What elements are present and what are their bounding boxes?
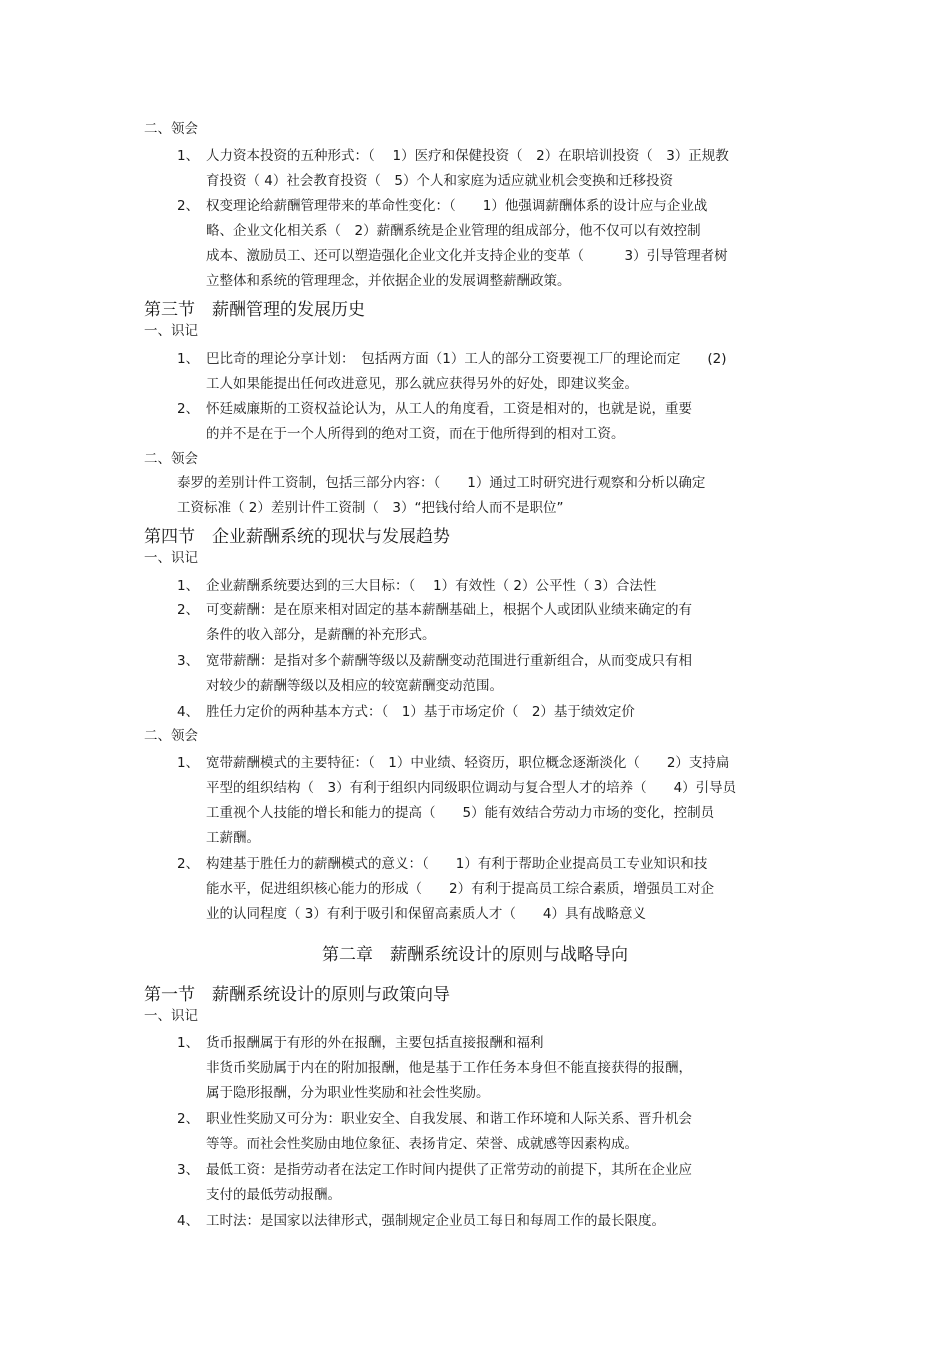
list-item-number: 2、 [177, 198, 200, 214]
list-item-text-line: 怀廷威廉斯的工资权益论认为，从工人的角度看，工资是相对的，也就是说，重要 [206, 401, 692, 417]
list-item-text-line: 工薪酬。 [206, 830, 260, 846]
list-item-text-line: 人力资本投资的五种形式：（ 1）医疗和保健投资（ 2）在职培训投资（ 3）正规教 [206, 148, 729, 164]
subsection-heading: 一、识记 [144, 550, 198, 566]
list-item-text-line: 职业性奖励又可分为：职业安全、自我发展、和谐工作环境和人际关系、晋升机会 [206, 1111, 692, 1127]
list-item-text-line: 巴比奇的理论分享计划： 包括两方面（1）工人的部分工资要视工厂的理论而定 (2) [206, 351, 727, 367]
list-item-number: 2、 [177, 1111, 200, 1127]
subsection-heading: 二、领会 [144, 121, 198, 137]
section-heading: 第三节 薪酬管理的发展历史 [144, 300, 365, 320]
paragraph-line: 工资标准（ 2）差别计件工资制（ 3）“把钱付给人而不是职位” [177, 500, 564, 516]
list-item-number: 4、 [177, 1213, 200, 1229]
list-item-text-line: 工人如果能提出任何改进意见，那么就应获得另外的好处，即建议奖金。 [206, 376, 638, 392]
list-item-number: 1、 [177, 1035, 200, 1051]
list-item-text-line: 胜任力定价的两种基本方式：（ 1）基于市场定价（ 2）基于绩效定价 [206, 704, 635, 720]
subsection-heading: 一、识记 [144, 323, 198, 339]
list-item-number: 2、 [177, 401, 200, 417]
list-item-number: 3、 [177, 653, 200, 669]
list-item-text-line: 能水平，促进组织核心能力的形成（ 2）有利于提高员工综合素质，增强员工对企 [206, 881, 715, 897]
list-item-number: 1、 [177, 578, 200, 594]
list-item-number: 1、 [177, 755, 200, 771]
list-item-text-line: 等等。而社会性奖励由地位象征、表扬肯定、荣誉、成就感等因素构成。 [206, 1136, 638, 1152]
list-item-text-line: 权变理论给薪酬管理带来的革命性变化：（ 1）他强调薪酬体系的设计应与企业战 [206, 198, 708, 214]
list-item-number: 4、 [177, 704, 200, 720]
list-item-number: 2、 [177, 602, 200, 618]
subsection-heading: 一、识记 [144, 1008, 198, 1024]
list-item-text-line: 工时法：是国家以法律形式，强制规定企业员工每日和每周工作的最长限度。 [206, 1213, 665, 1229]
list-item-text-line: 支付的最低劳动报酬。 [206, 1187, 341, 1203]
list-item-text-line: 立整体和系统的管理理念，并依据企业的发展调整薪酬政策。 [206, 273, 571, 289]
list-item-text-line: 宽带薪酬：是指对多个薪酬等级以及薪酬变动范围进行重新组合，从而变成只有相 [206, 653, 692, 669]
subsection-heading: 二、领会 [144, 728, 198, 744]
list-item-number: 1、 [177, 148, 200, 164]
subsection-heading: 二、领会 [144, 451, 198, 467]
section-heading: 第四节 企业薪酬系统的现状与发展趋势 [144, 527, 450, 547]
list-item-text-line: 货币报酬属于有形的外在报酬，主要包括直接报酬和福利 [206, 1035, 544, 1051]
list-item-text-line: 最低工资：是指劳动者在法定工作时间内提供了正常劳动的前提下，其所在企业应 [206, 1162, 692, 1178]
list-item-text-line: 的并不是在于一个人所得到的绝对工资，而在于他所得到的相对工资。 [206, 426, 625, 442]
list-item-text-line: 业的认同程度（ 3）有利于吸引和保留高素质人才（ 4）具有战略意义 [206, 906, 646, 922]
list-item-text-line: 企业薪酬系统要达到的三大目标：（ 1）有效性（ 2）公平性（ 3）合法性 [206, 578, 657, 594]
list-item-text-line: 宽带薪酬模式的主要特征：（ 1）中业绩、轻资历，职位概念逐渐淡化（ 2）支持扁 [206, 755, 730, 771]
list-item-text-line: 条件的收入部分，是薪酬的补充形式。 [206, 627, 436, 643]
chapter-title: 第二章 薪酬系统设计的原则与战略导向 [322, 945, 628, 965]
list-item-number: 1、 [177, 351, 200, 367]
list-item-number: 2、 [177, 856, 200, 872]
list-item-text-line: 构建基于胜任力的薪酬模式的意义：（ 1）有利于帮助企业提高员工专业知识和技 [206, 856, 708, 872]
section-heading: 第一节 薪酬系统设计的原则与政策向导 [144, 985, 450, 1005]
list-item-text-line: 属于隐形报酬，分为职业性奖励和社会性奖励。 [206, 1085, 490, 1101]
list-item-text-line: 平型的组织结构（ 3）有利于组织内同级职位调动与复合型人才的培养（ 4）引导员 [206, 780, 737, 796]
list-item-text-line: 育投资（ 4）社会教育投资（ 5）个人和家庭为适应就业机会变换和迁移投资 [206, 173, 673, 189]
paragraph-line: 泰罗的差别计件工资制，包括三部分内容：（ 1）通过工时研究进行观察和分析以确定 [177, 475, 706, 491]
list-item-text-line: 非货币奖励属于内在的附加报酬，他是基于工作任务本身但不能直接获得的报酬， [206, 1060, 692, 1076]
list-item-number: 3、 [177, 1162, 200, 1178]
list-item-text-line: 对较少的薪酬等级以及相应的较宽薪酬变动范围。 [206, 678, 503, 694]
list-item-text-line: 可变薪酬：是在原来相对固定的基本薪酬基础上，根据个人或团队业绩来确定的有 [206, 602, 692, 618]
list-item-text-line: 工重视个人技能的增长和能力的提高（ 5）能有效结合劳动力市场的变化，控制员 [206, 805, 715, 821]
list-item-text-line: 略、企业文化相关系（ 2）薪酬系统是企业管理的组成部分，他不仅可以有效控制 [206, 223, 701, 239]
list-item-text-line: 成本、激励员工、还可以塑造强化企业文化并支持企业的变革（ 3）引导管理者树 [206, 248, 728, 264]
